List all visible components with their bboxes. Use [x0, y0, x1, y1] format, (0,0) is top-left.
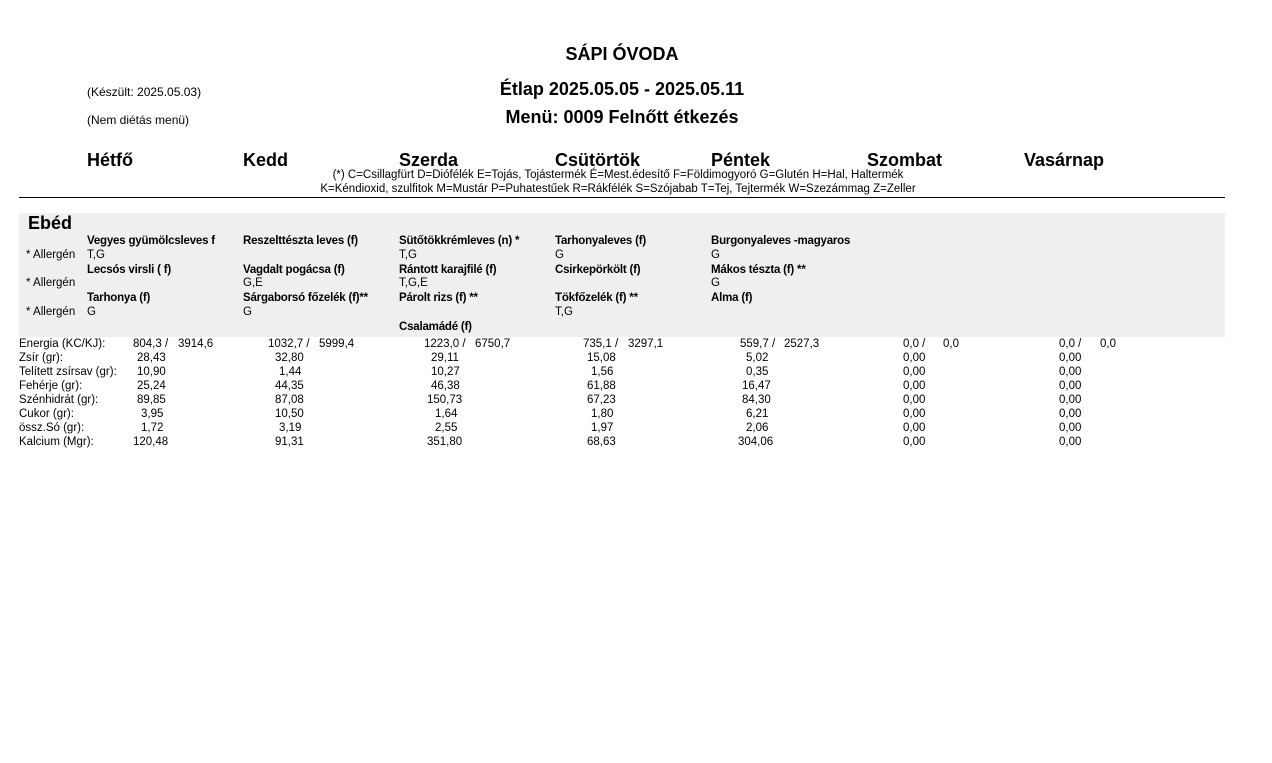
- dish-friday-course-2: Mákos tészta (f) **: [711, 264, 806, 276]
- diet-note: (Nem diétás menü): [87, 113, 190, 127]
- allergen-legend-line-2: K=Kéndioxid, szulfitok M=Mustár P=Puhatestűek R=Rákfélék S=Szójabab T=Tej, Tejtermék W=Szezámmag Z=Zeller: [320, 183, 916, 195]
- dish-thursday-course-3: Tökfőzelék (f) **: [555, 292, 638, 304]
- energy-kj-monday: 3914,6: [178, 338, 214, 350]
- energy-kj-saturday: 0,0: [943, 338, 959, 350]
- calcium-wednesday: 351,80: [427, 436, 463, 448]
- dish-tuesday-course-1: Reszelttészta leves (f): [243, 235, 358, 247]
- protein-friday: 16,47: [742, 380, 771, 392]
- sugar-thursday: 1,80: [591, 408, 614, 420]
- energy-kj-wednesday: 6750,7: [475, 338, 511, 350]
- calcium-friday: 304,06: [738, 436, 774, 448]
- protein-saturday: 0,00: [903, 380, 926, 392]
- energy-kc-sunday: 0,0 /: [1059, 338, 1082, 350]
- meal-title: Ebéd: [28, 213, 73, 233]
- day-header-wednesday: Szerda: [399, 150, 459, 170]
- allergen-monday-course-1: T,G: [87, 249, 105, 261]
- saturated-fat-sunday: 0,00: [1059, 366, 1082, 378]
- nutrition-label-sugar: Cukor (gr):: [19, 408, 74, 420]
- allergen-legend-line-1: (*) C=Csillagfürt D=Diófélék E=Tojás, Tojástermék É=Mest.édesítő F=Földimogyoró G=Glutén H=Hal, Haltermék: [332, 169, 904, 181]
- salt-wednesday: 2,55: [435, 422, 458, 434]
- day-header-thursday: Csütörtök: [555, 150, 640, 170]
- nutrition-label-energy: Energia (KC/KJ):: [19, 338, 106, 350]
- nutrition-label-salt: össz.Só (gr):: [19, 422, 85, 434]
- dish-thursday-course-1: Tarhonyaleves (f): [555, 235, 646, 247]
- dish-thursday-course-2: Csirkepörkölt (f): [555, 264, 641, 276]
- saturated-fat-saturday: 0,00: [903, 366, 926, 378]
- protein-tuesday: 44,35: [275, 380, 304, 392]
- sugar-monday: 3,95: [141, 408, 164, 420]
- dish-friday-course-1: Burgonyaleves -magyaros: [711, 235, 851, 247]
- protein-sunday: 0,00: [1059, 380, 1082, 392]
- allergen-thursday-course-3: T,G: [555, 306, 573, 318]
- salt-friday: 2,06: [746, 422, 769, 434]
- fat-thursday: 15,08: [587, 352, 616, 364]
- protein-wednesday: 46,38: [431, 380, 460, 392]
- calcium-sunday: 0,00: [1059, 436, 1082, 448]
- allergen-wednesday-course-2: T,G,E: [399, 277, 428, 289]
- saturated-fat-tuesday: 1,44: [279, 366, 302, 378]
- fat-saturday: 0,00: [903, 352, 926, 364]
- day-header-monday: Hétfő: [87, 150, 133, 170]
- dish-monday-course-1: Vegyes gyümölcsleves f: [87, 235, 215, 247]
- saturated-fat-friday: 0,35: [746, 366, 769, 378]
- allergen-label: * Allergén: [26, 277, 76, 289]
- allergen-monday-course-3: G: [87, 306, 96, 318]
- protein-thursday: 61,88: [587, 380, 616, 392]
- sugar-saturday: 0,00: [903, 408, 926, 420]
- energy-kj-sunday: 0,0: [1100, 338, 1116, 350]
- dish-monday-course-2: Lecsós virsli ( f): [87, 264, 171, 276]
- day-header-sunday: Vasárnap: [1024, 150, 1105, 170]
- fat-tuesday: 32,80: [275, 352, 304, 364]
- nutrition-label-saturated-fat: Telített zsírsav (gr):: [19, 366, 117, 378]
- fat-wednesday: 29,11: [431, 352, 459, 364]
- allergen-tuesday-course-3: G: [243, 306, 252, 318]
- salt-sunday: 0,00: [1059, 422, 1082, 434]
- menu-period: Étlap 2025.05.05 - 2025.05.11: [499, 79, 745, 99]
- allergen-friday-course-2: G: [711, 277, 720, 289]
- energy-kc-tuesday: 1032,7 /: [268, 338, 310, 350]
- menu-title: Menü: 0009 Felnőtt étkezés: [505, 107, 739, 127]
- allergen-friday-course-1: G: [711, 249, 720, 261]
- nutrition-label-carbohydrate: Szénhidrát (gr):: [19, 394, 99, 406]
- day-header-tuesday: Kedd: [243, 150, 288, 170]
- energy-kc-monday: 804,3 /: [133, 338, 169, 350]
- day-header-friday: Péntek: [711, 150, 771, 170]
- sugar-wednesday: 1,64: [435, 408, 458, 420]
- nutrition-label-calcium: Kalcium (Mgr):: [19, 436, 94, 448]
- carbohydrate-tuesday: 87,08: [275, 394, 304, 406]
- salt-thursday: 1,97: [591, 422, 614, 434]
- nutrition-label-fat: Zsír (gr):: [19, 352, 64, 364]
- saturated-fat-monday: 10,90: [137, 366, 166, 378]
- carbohydrate-monday: 89,85: [137, 394, 166, 406]
- allergen-label: * Allergén: [26, 249, 76, 261]
- energy-kj-friday: 2527,3: [784, 338, 820, 350]
- dish-wednesday-course-1: Sütőtökkrémleves (n) *: [399, 235, 520, 247]
- carbohydrate-friday: 84,30: [742, 394, 771, 406]
- dish-wednesday-course-3: Párolt rizs (f) **: [399, 292, 478, 304]
- saturated-fat-thursday: 1,56: [591, 366, 614, 378]
- saturated-fat-wednesday: 10,27: [431, 366, 460, 378]
- carbohydrate-sunday: 0,00: [1059, 394, 1082, 406]
- allergen-label: * Allergén: [26, 306, 76, 318]
- dish-monday-course-3: Tarhonya (f): [87, 292, 151, 304]
- fat-friday: 5,02: [746, 352, 769, 364]
- carbohydrate-thursday: 67,23: [587, 394, 616, 406]
- salt-saturday: 0,00: [903, 422, 926, 434]
- calcium-tuesday: 91,31: [275, 436, 304, 448]
- energy-kc-thursday: 735,1 /: [583, 338, 619, 350]
- carbohydrate-wednesday: 150,73: [427, 394, 463, 406]
- dish-tuesday-course-3: Sárgaborsó főzelék (f)**: [243, 292, 368, 304]
- allergen-thursday-course-1: G: [555, 249, 564, 261]
- energy-kc-saturday: 0,0 /: [903, 338, 926, 350]
- allergen-tuesday-course-2: G,E: [243, 277, 263, 289]
- dish-friday-course-3: Alma (f): [711, 292, 753, 304]
- nutrition-label-protein: Fehérje (gr):: [19, 380, 83, 392]
- salt-monday: 1,72: [141, 422, 164, 434]
- salt-tuesday: 3,19: [279, 422, 302, 434]
- energy-kc-wednesday: 1223,0 /: [424, 338, 466, 350]
- dish-wednesday-course-2: Rántott karajfilé (f): [399, 264, 497, 276]
- energy-kj-tuesday: 5999,4: [319, 338, 355, 350]
- carbohydrate-saturday: 0,00: [903, 394, 926, 406]
- dish-tuesday-course-2: Vagdalt pogácsa (f): [243, 264, 345, 276]
- day-header-saturday: Szombat: [867, 150, 943, 170]
- created-date: (Készült: 2025.05.03): [87, 85, 202, 99]
- calcium-saturday: 0,00: [903, 436, 926, 448]
- sugar-tuesday: 10,50: [275, 408, 304, 420]
- sugar-friday: 6,21: [746, 408, 769, 420]
- fat-monday: 28,43: [137, 352, 166, 364]
- protein-monday: 25,24: [137, 380, 166, 392]
- dish-wednesday-extra: Csalamádé (f): [399, 321, 472, 333]
- header-divider: [19, 197, 1225, 198]
- energy-kj-thursday: 3297,1: [628, 338, 664, 350]
- allergen-wednesday-course-1: T,G: [399, 249, 417, 261]
- calcium-monday: 120,48: [133, 436, 169, 448]
- fat-sunday: 0,00: [1059, 352, 1082, 364]
- energy-kc-friday: 559,7 /: [740, 338, 776, 350]
- sugar-sunday: 0,00: [1059, 408, 1082, 420]
- calcium-thursday: 68,63: [587, 436, 616, 448]
- school-name: SÁPI ÓVODA: [565, 44, 679, 64]
